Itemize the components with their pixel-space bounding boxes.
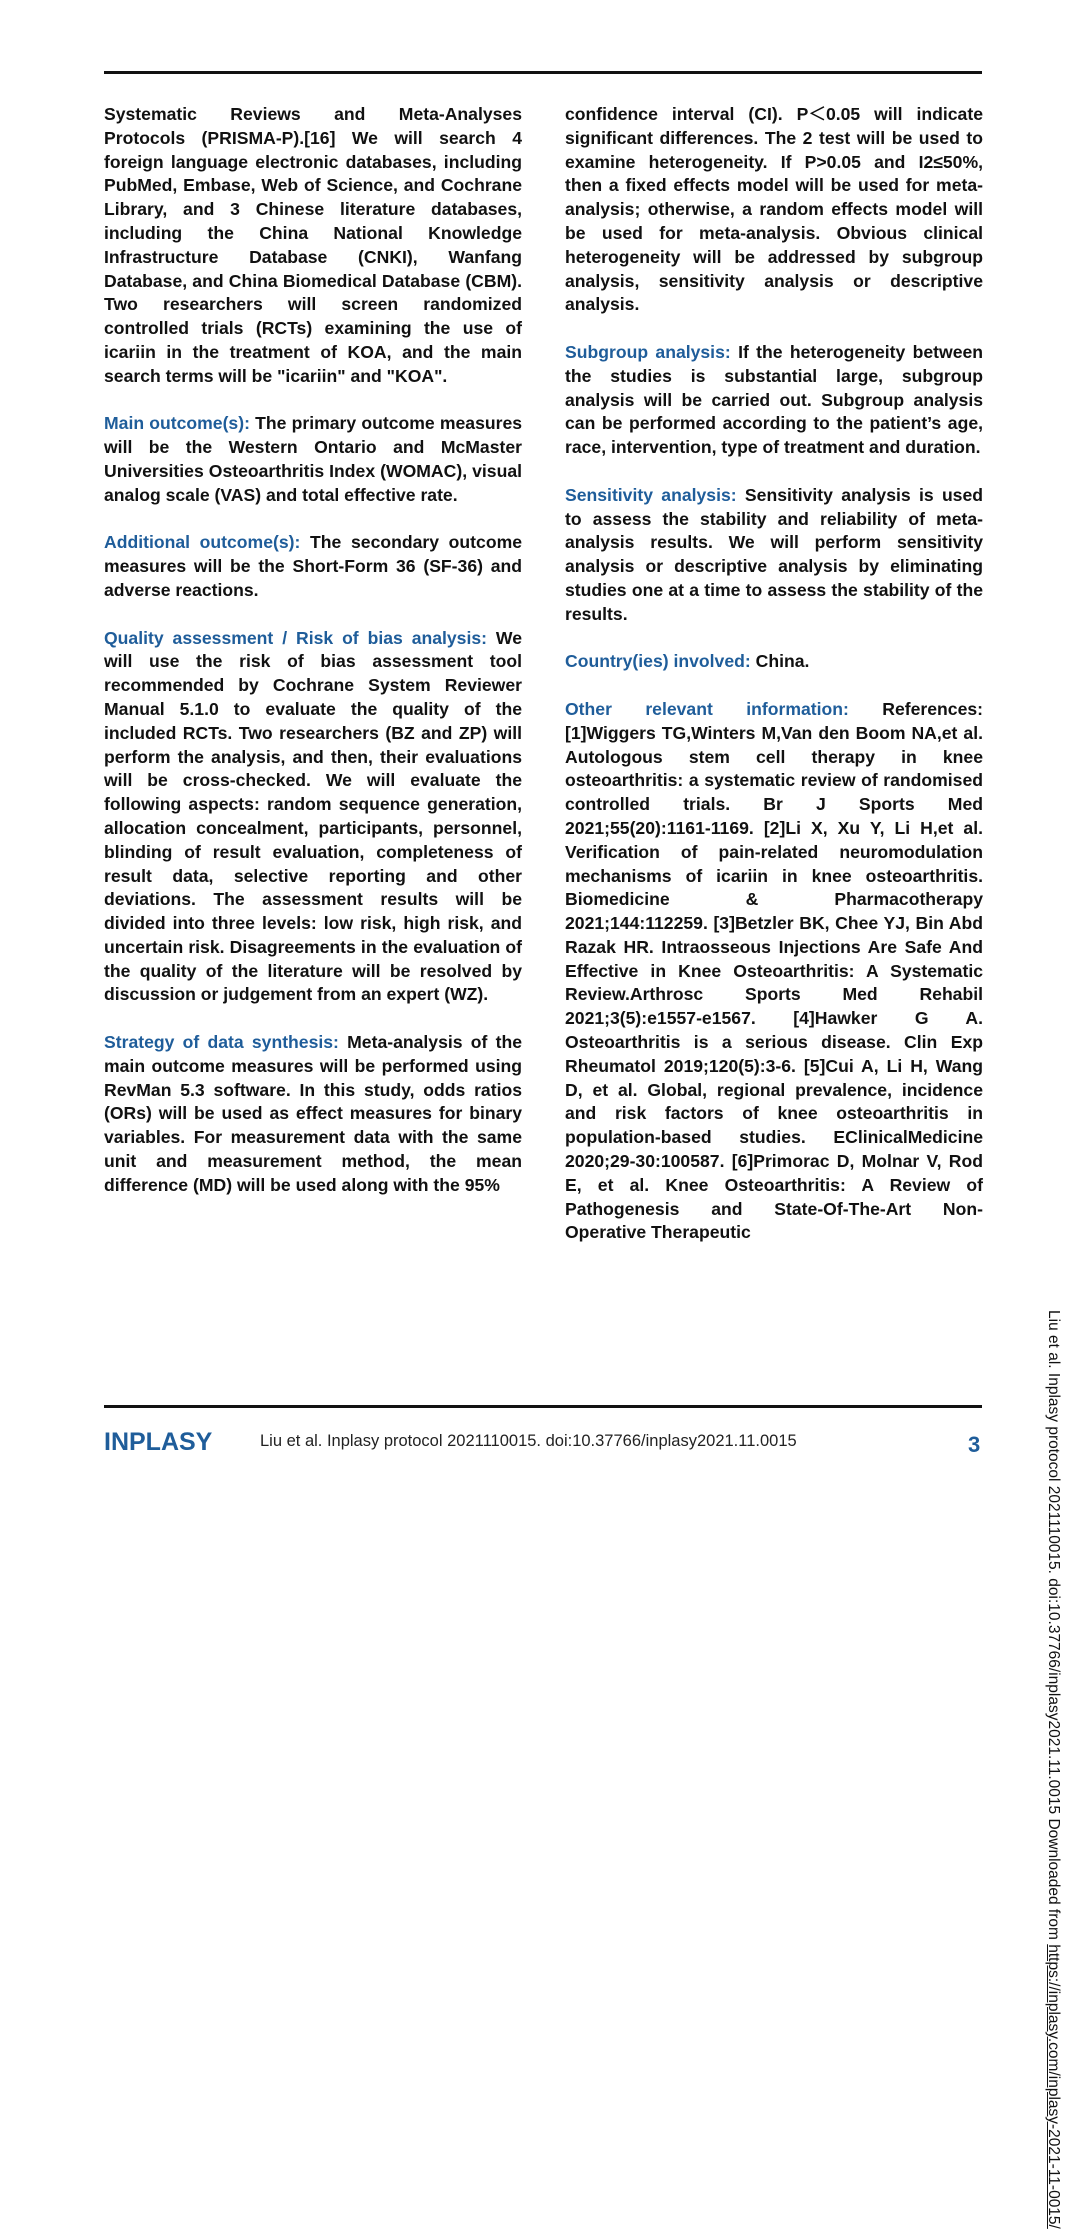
paragraph-additional-outcomes [104, 531, 522, 602]
section-text: Sensitivity analysis is used to assess the stability and reliability of meta-analysis results. We will perform sensitivity analysis or descriptive analysis by eliminating studies one at a time to assess the stability of the results. [565, 484, 984, 624]
footer-rule [104, 1405, 982, 1408]
section-label-data-synthesis: Strategy of data synthesis: [104, 1032, 339, 1053]
section-text: Meta-analysis of the main outcome measures will be performed using RevMan 5.3 software. In this study, odds ratios (ORs) will be used as effect measures for binary variables. For measurement data with the same unit and measurement method, the mean difference (MD) will be used along with the 95% [104, 1032, 522, 1195]
right-column [565, 103, 983, 1269]
paragraph-sensitivity-analysis [565, 484, 983, 627]
section-text: We will use the risk of bias assessment tool recommended by Cochrane System Reviewer Manual 5.1.0 to evaluate the quality of the included RCTs. Two researchers (BZ and ZP) will perform the analysis, and then, their evaluations will be cross-checked. We will evaluate the following aspects: random sequence generation, allocation concealment, participants, personnel, blinding of result evaluation, completeness of result data, selective reporting and other deviations. The assessment results will be divided into three levels: low risk, high risk, and uncertain risk. Disagreements in the evaluation of the quality of the literature will be resolved by discussion or judgement from an expert (WZ). [104, 627, 522, 1005]
section-text: China. [755, 651, 810, 672]
section-text: The secondary outcome measures will be the Short-Form 36 (SF-36) and adverse reactions. [104, 532, 522, 600]
paragraph-other-information [565, 698, 983, 1245]
paragraph-subgroup-analysis [565, 341, 983, 460]
paragraph-quality-assessment [104, 627, 522, 1008]
footer-logo: INPLASY [104, 1428, 213, 1456]
section-text: confidence interval (CI). P＜0.05 will indicate significant differences. The 2 test will be used to examine heterogeneity. If P>0.05 and I2≤50%, then a fixed effects model will be used for meta-analysis; otherwise, a random effects model will be used for meta-analysis. Obvious clinical heterogeneity will be addressed by subgroup analysis, sensitivity analysis or descriptive analysis. [565, 104, 983, 315]
section-text: The primary outcome measures will be the Western Ontario and McMaster Universities Osteoarthritis Index (WOMAC), visual analog scale (VAS) and total effective rate. [104, 413, 523, 505]
section-label-sensitivity-analysis: Sensitivity analysis: [565, 484, 737, 505]
paragraph-search-strategy [104, 103, 522, 389]
sidebar-text: Liu et al. Inplasy protocol 2021110015. doi:10.37766/inplasy2021.11.0015 Downloaded from [1045, 1310, 1062, 1945]
section-label-countries: Country(ies) involved: [565, 651, 751, 672]
section-label-other-information: Other relevant information: [565, 698, 849, 719]
sidebar-download-link[interactable]: https://inplasy.com/inplasy-2021-11-0015/ [1045, 1944, 1062, 2229]
paragraph-data-synthesis [104, 1031, 522, 1198]
header-rule [104, 71, 982, 74]
paragraph-ci-continuation [565, 103, 983, 317]
section-label-additional-outcomes: Additional outcome(s): [104, 532, 301, 553]
paragraph-countries [565, 650, 983, 674]
section-text: If the heterogeneity between the studies is substantial large, subgroup analysis will be carried out. Subgroup analysis can be performed according to the patient’s age, race, intervention, type of treatment and duration. [565, 341, 984, 458]
section-label-main-outcomes: Main outcome(s): [104, 413, 250, 434]
section-text: References: [1]Wiggers TG,Winters M,Van den Boom NA,et al. Autologous stem cell therapy in knee osteoarthritis: a systematic review of randomised controlled trials. Br J Sports Med 2021;55(20):1161-1169. [2]Li X, Xu Y, Li H,et al. Verification of pain-related neuromodulation mechanisms of icariin in knee osteoarthritis. Biomedicine & Pharmacotherapy 2021;144:112259. [3]Betzler BK, Chee YJ, Bin Abd Razak HR. Intraosseous Injections Are Safe And Effective in Knee Osteoarthritis: A Systematic Review.Arthrosc Sports Med Rehabil 2021;3(5):e1557-e1567. [4]Hawker G A. Osteoarthritis is a serious disease. Clin Exp Rheumatol 2019;120(5):3-6. [5]Cui A, Li H, Wang D, et al. Global, regional prevalence, incidence and risk factors of knee osteoarthritis in population-based studies. EClinicalMedicine 2020;29-30:100587. [6]Primorac D, Molnar V, Rod E, et al. Knee Osteoarthritis: A Review of Pathogenesis and State-Of-The-Art Non-Operative Therapeutic [565, 698, 984, 1243]
paragraph-main-outcomes [104, 412, 522, 507]
section-text: Systematic Reviews and Meta-Analyses Protocols (PRISMA-P).[16] We will search 4 foreign language electronic databases, including PubMed, Embase, Web of Science, and Cochrane Library, and 3 Chinese literature databases, including the China National Knowledge Infrastructure Database (CNKI), Wanfang Database, and China Biomedical Database (CBM). Two researchers will screen randomized controlled trials (RCTs) examining the use of icariin in the treatment of KOA, and the main search terms will be "icariin" and "KOA". [104, 104, 522, 386]
footer-citation: Liu et al. Inplasy protocol 2021110015. doi:10.37766/inplasy2021.11.0015 [260, 1432, 797, 1450]
page-number: 3 [968, 1432, 981, 1457]
section-label-quality-assessment: Quality assessment / Risk of bias analysis: [104, 627, 487, 648]
section-label-subgroup-analysis: Subgroup analysis: [565, 341, 731, 362]
download-sidebar [1044, 1310, 1062, 2229]
left-column [104, 103, 522, 1221]
